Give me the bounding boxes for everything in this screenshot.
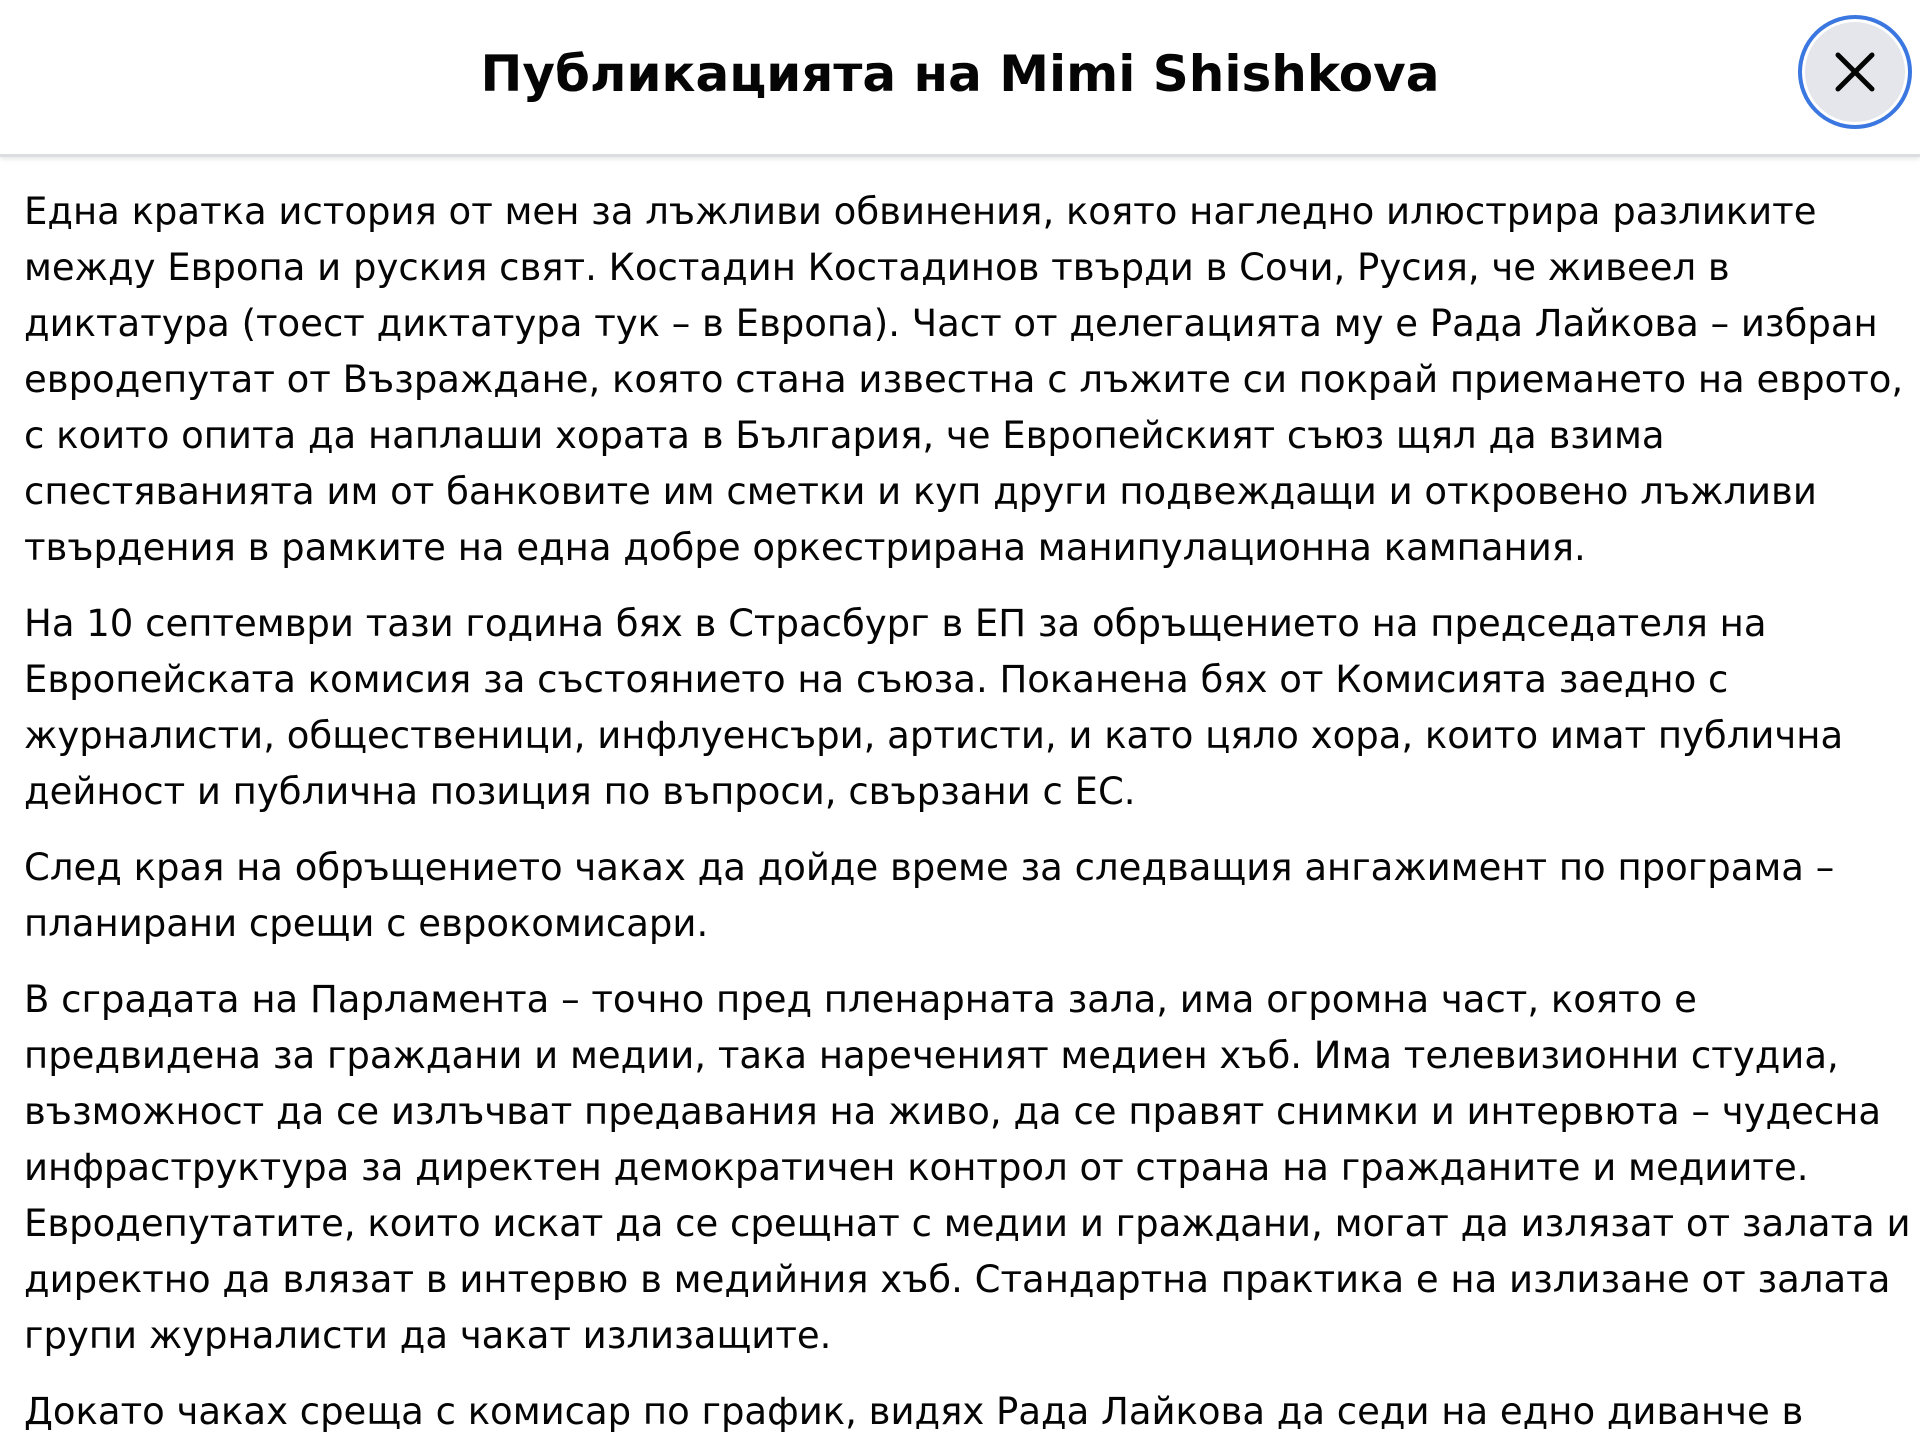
dialog-title: Публикацията на Mimi Shishkova xyxy=(480,45,1440,103)
post-paragraph: Една кратка история от мен за лъжливи обвинения, която нагледно илюстрира разликите между Европа и руския свят. Костадин Костадинов твърди в Сочи, Русия, че живеел в диктатура (тоест диктатура тук – в Европа). Част от делегацията му е Рада Лайкова – избран евродепутат от Възраждане, която стана известна с лъжите си покрай приемането на еврото, с които опита да наплаши хората в България, че Европейският съюз щял да взима спестяванията им от банковите им сметки и куп други подвеждащи и откровено лъжливи твърдения в рамките на една добре оркестрирана манипулационна кампания. xyxy=(24,190,1904,569)
post-paragraph: В сградата на Парламента – точно пред пленарната зала, има огромна част, която е предвидена за граждани и медии, така нареченият медиен хъб. Има телевизионни студиа, възможност да се излъчват предавания на живо, да се правят снимки и интервюта – чудесна инфраструктура за директен демократичен контрол от страна на гражданите и медиите. Евродепутатите, които искат да се срещнат с медии и граждани, могат да излязат от залата и директно да влязат в интервю в медийния хъб. Стандартна практика е на излизане от залата групи журналисти да чакат излизащите. xyxy=(24,978,1911,1357)
post-paragraph: Докато чаках среща с комисар по график, видях Рада Лайкова да седи на едно диванче в xyxy=(24,1390,1804,1433)
post-paragraph: След края на обръщението чаках да дойде време за следващия ангажимент по програма – планирани срещи с еврокомисари. xyxy=(24,846,1835,945)
dialog-header xyxy=(0,0,1920,157)
post-body xyxy=(24,184,1914,1448)
post-paragraph: На 10 септември тази година бях в Страсбург в ЕП за обръщението на председателя на Европейската комисия за състоянието на съюза. Поканена бях от Комисията заедно с журналисти, общественици, инфлуенсъри, артисти, и като цяло хора, които имат публична дейност и публична позиция по въпроси, свързани с ЕС. xyxy=(24,602,1844,813)
close-button[interactable] xyxy=(1798,15,1912,129)
close-icon xyxy=(1833,50,1877,94)
